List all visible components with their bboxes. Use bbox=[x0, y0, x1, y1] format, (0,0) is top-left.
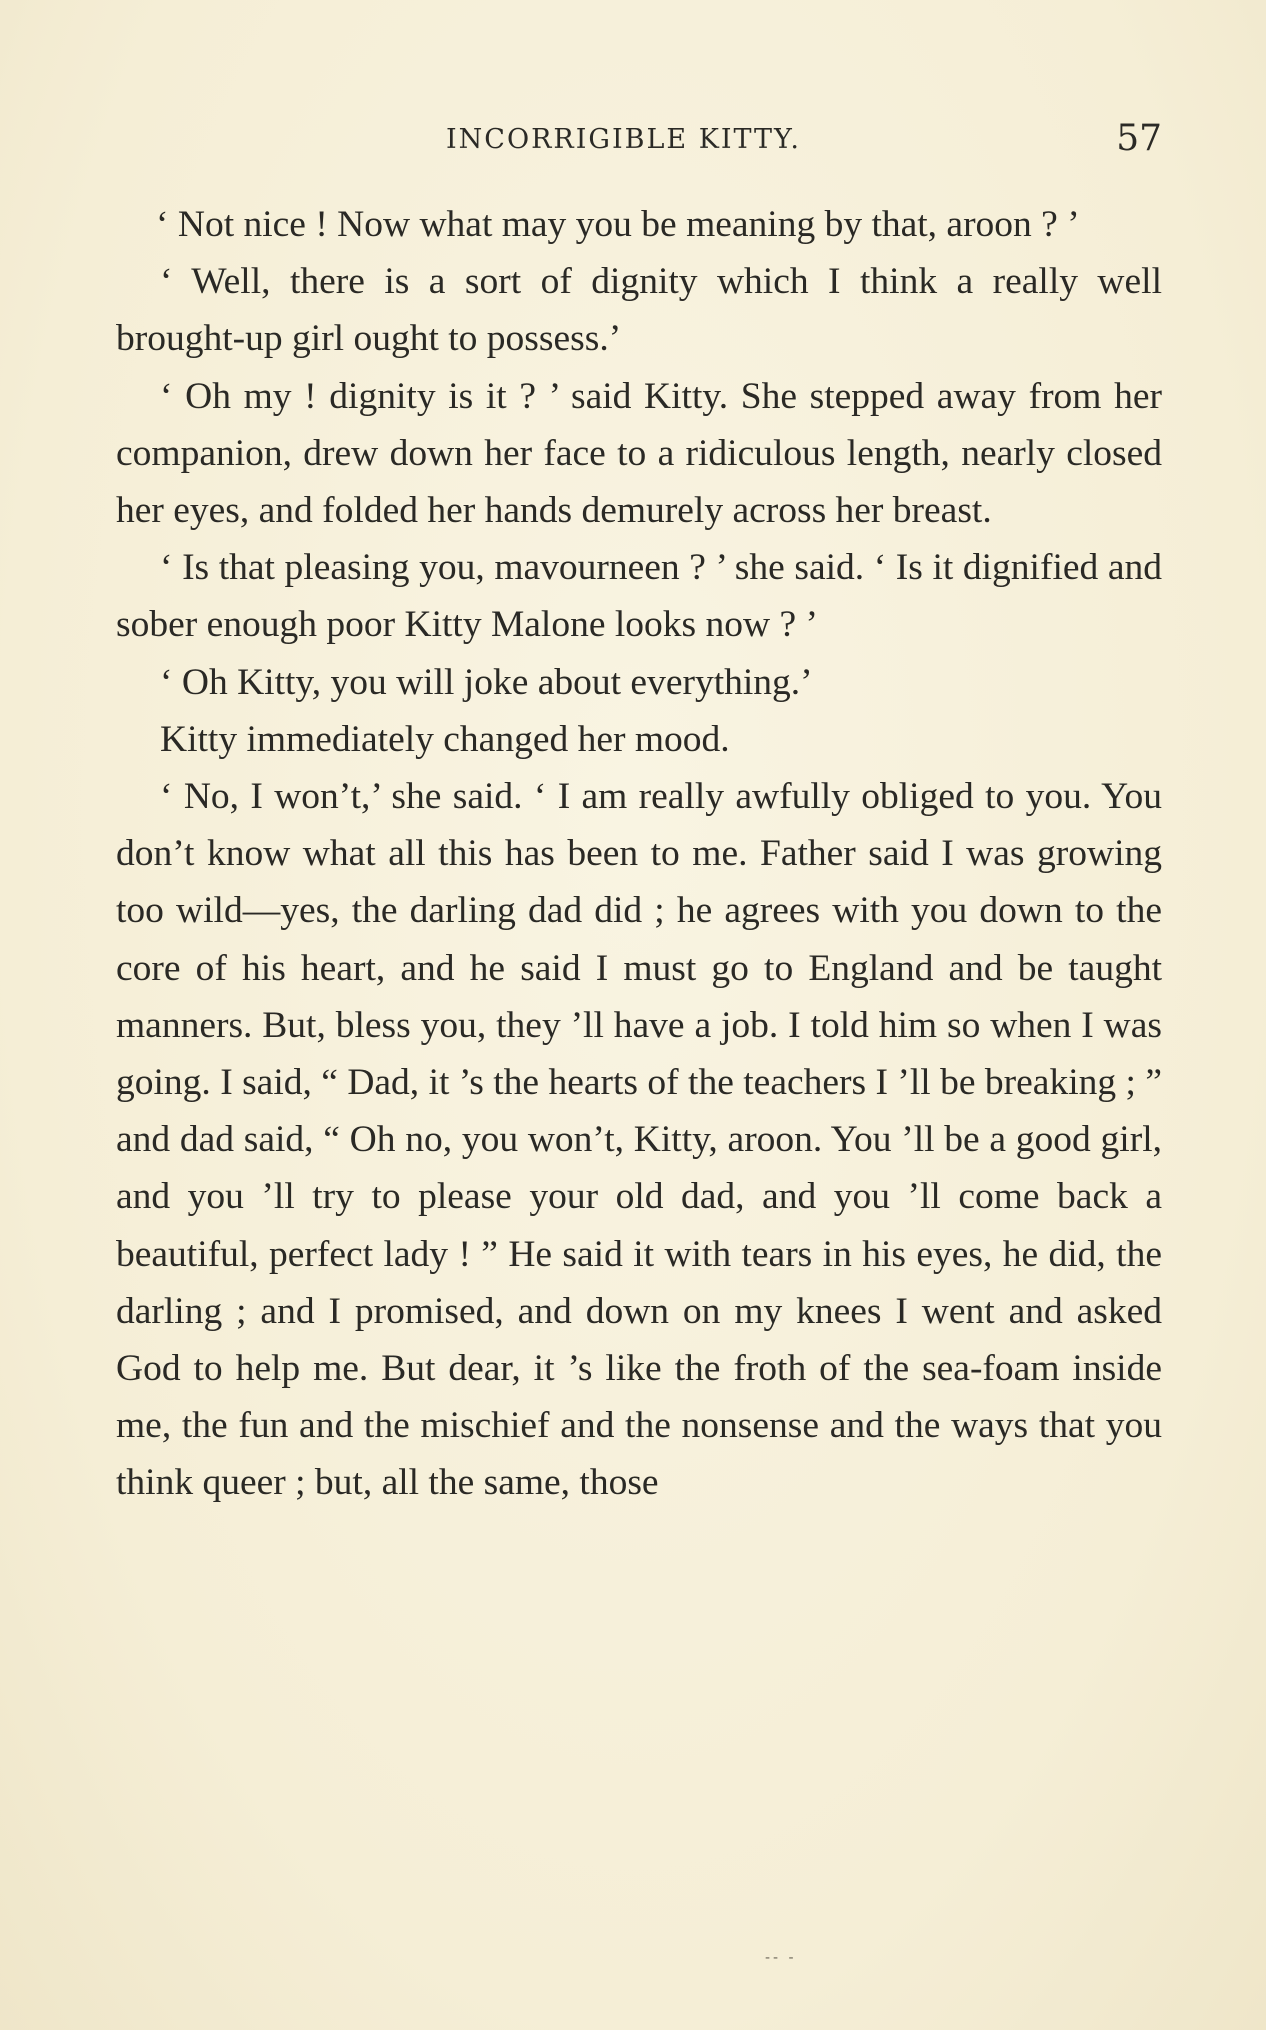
running-title: INCORRIGIBLE KITTY. bbox=[446, 124, 801, 155]
paragraph: ‘ Is that pleasing you, mavourneen ? ’ she said. ‘ Is it dignified and sober enough poor Kitty Malone looks now ? ’ bbox=[116, 547, 1162, 646]
paragraph: ‘ Well, there is a sort of dignity which I think a really well brought-up girl ought to possess.’ bbox=[116, 261, 1162, 360]
paragraph: Kitty immediately changed her mood. bbox=[160, 718, 730, 760]
footer-mark: -- - bbox=[765, 1950, 797, 1966]
running-header bbox=[116, 118, 1162, 166]
body-text bbox=[116, 196, 1162, 1512]
paragraph: ‘ Not nice ! Now what may you be meaning by that, aroon ? ’ bbox=[156, 204, 1080, 245]
paragraph: ‘ No, I won’t,’ she said. ‘ I am really awfully obliged to you. You don’t know what all this has been to me. Father said I was growing too wild—yes, the darling dad did ; he agrees with you down to the core of his heart, and he said I must go to England and be taught manners. But, bless you, they ’ll have a job. I told him so when I was going. I said, “ Dad, it ’s the hearts of the teachers I ’ll be breaking ; ” and dad said, “ Oh no, you won’t, Kitty, aroon. You ’ll be a good girl, and you ’ll try to please your old dad, and you ’ll come back a beautiful, perfect lady ! ” He said it with tears in his eyes, he did, the darling ; and I promised, and down on my knees I went and asked God to help me. But dear, it ’s like the froth of the sea-foam inside me, the fun and the mischief and the nonsense and the ways that you think queer ; but, all the same, those bbox=[116, 776, 1162, 1504]
paragraph: ‘ Oh Kitty, you will joke about everything.’ bbox=[160, 661, 813, 703]
paragraph: ‘ Oh my ! dignity is it ? ’ said Kitty. She stepped away from her companion, drew down her face to a ridiculous length, nearly closed her eyes, and folded her hands demurely across her breast. bbox=[116, 375, 1162, 532]
page-number: 57 bbox=[1116, 118, 1162, 159]
